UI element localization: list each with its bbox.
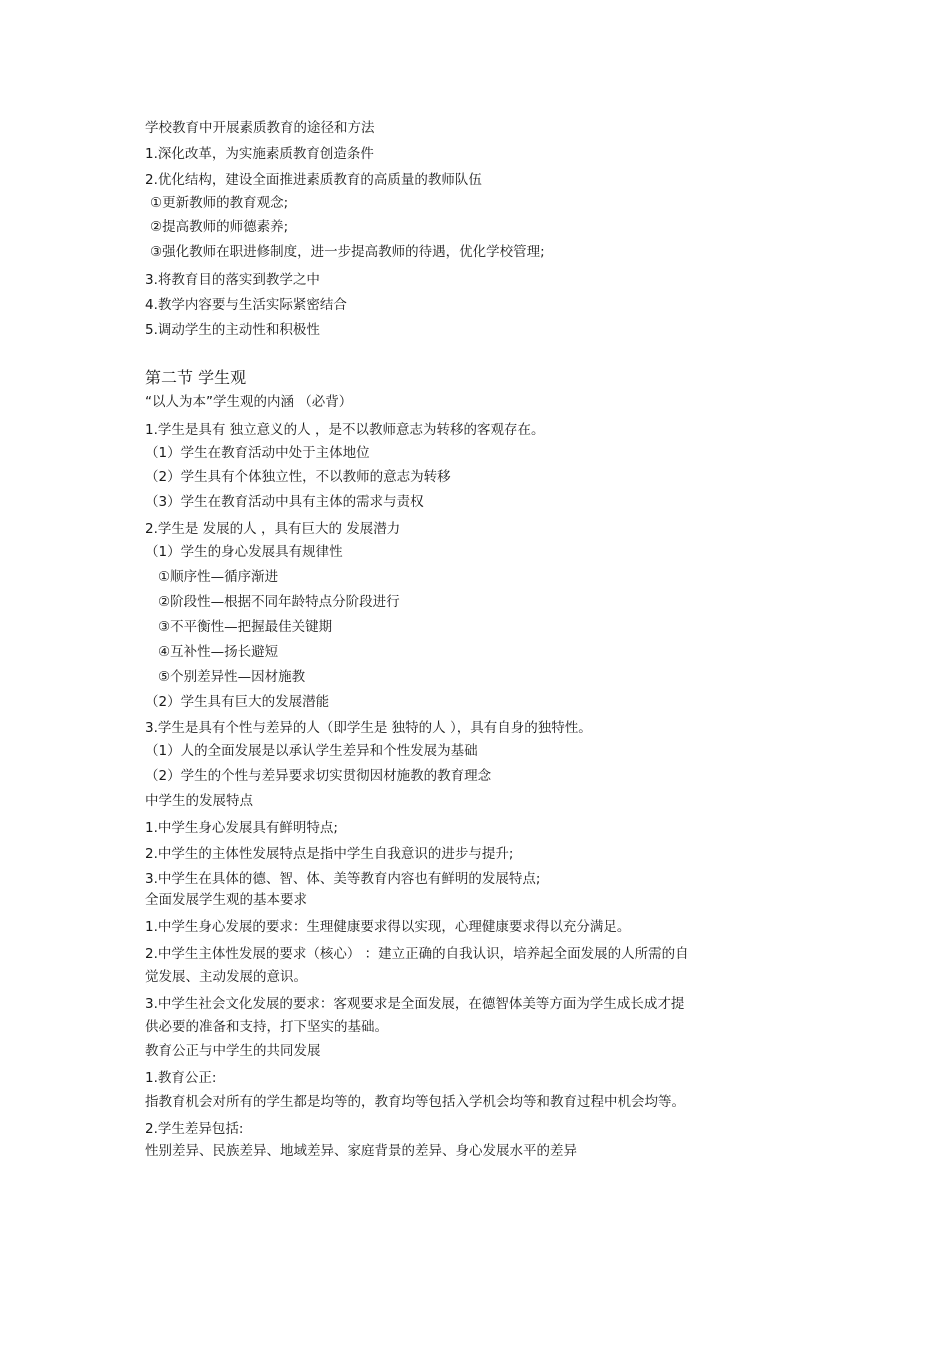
list-item: 2.学生是 发展的人 ，具有巨大的 发展潜力 [145, 521, 401, 537]
list-item: 5.调动学生的主动性和积极性 [145, 322, 320, 338]
list-item: 3.将教育目的落实到教学之中 [145, 272, 320, 288]
list-subitem: （1）学生在教育活动中处于主体地位 [145, 445, 370, 461]
paragraph: 指教育机会对所有的学生都是均等的，教育均等包括入学机会均等和教育过程中机会均等。 [145, 1094, 685, 1110]
list-subitem: （2）学生具有巨大的发展潜能 [145, 694, 330, 710]
section-title: 学校教育中开展素质教育的途径和方法 [145, 120, 375, 136]
paragraph: 性别差异、民族差异、地域差异、家庭背景的差异、身心发展水平的差异 [145, 1143, 577, 1159]
section-subtitle: “以人为本”学生观的内涵 （必背） [145, 394, 353, 410]
list-subitem: ②阶段性—根据不同年龄特点分阶段进行 [158, 594, 400, 610]
section-title: 全面发展学生观的基本要求 [145, 892, 307, 908]
list-subitem: ⑤个别差异性—因材施教 [158, 669, 306, 685]
list-subitem: （3）学生在教育活动中具有主体的需求与责权 [145, 494, 424, 510]
list-subitem: ②提高教师的师德素养; [150, 219, 289, 235]
list-item-continued: 供必要的准备和支持，打下坚实的基础。 [145, 1019, 388, 1035]
section-title: 中学生的发展特点 [145, 793, 253, 809]
list-subitem: （2）学生具有个体独立性，不以教师的意志为转移 [145, 469, 451, 485]
list-item-continued: 觉发展、主动发展的意识。 [145, 969, 307, 985]
list-item: 1.中学生身心发展的要求：生理健康要求得以实现，心理健康要求得以充分满足。 [145, 919, 631, 935]
list-item: 2.中学生主体性发展的要求（核心） ：建立正确的自我认识，培养起全面发展的人所需的自 [145, 946, 689, 962]
list-item: 2.中学生的主体性发展特点是指中学生自我意识的进步与提升; [145, 846, 514, 862]
list-subitem: ③强化教师在职进修制度，进一步提高教师的待遇，优化学校管理; [150, 244, 545, 260]
list-subitem: （2）学生的个性与差异要求切实贯彻因材施教的教育理念 [145, 768, 492, 784]
list-item: 1.中学生身心发展具有鲜明特点; [145, 820, 338, 836]
list-item: 4.教学内容要与生活实际紧密结合 [145, 297, 347, 313]
list-subitem: ①顺序性—循序渐进 [158, 569, 279, 585]
list-item: 1.学生是具有 独立意义的人 ，是不以教师意志为转移的客观存在。 [145, 422, 545, 438]
list-subitem: ④互补性—扬长避短 [158, 644, 279, 660]
section-heading: 第二节 学生观 [145, 368, 247, 387]
list-item: 2.学生差异包括: [145, 1121, 244, 1137]
list-subitem: （1）人的全面发展是以承认学生差异和个性发展为基础 [145, 743, 478, 759]
list-item: 2.优化结构，建设全面推进素质教育的高质量的教师队伍 [145, 172, 482, 188]
list-item: 3.学生是具有个性与差异的人（即学生是 独特的人 ），具有自身的独特性。 [145, 720, 592, 736]
list-item: 3.中学生在具体的德、智、体、美等教育内容也有鲜明的发展特点; [145, 871, 541, 887]
list-item: 1.教育公正: [145, 1070, 217, 1086]
section-title: 教育公正与中学生的共同发展 [145, 1043, 321, 1059]
list-subitem: ①更新教师的教育观念; [150, 195, 289, 211]
list-subitem: （1）学生的身心发展具有规律性 [145, 544, 343, 560]
list-item: 3.中学生社会文化发展的要求：客观要求是全面发展，在德智体美等方面为学生成长成才提 [145, 996, 685, 1012]
list-item: 1.深化改革，为实施素质教育创造条件 [145, 146, 374, 162]
list-subitem: ③不平衡性—把握最佳关键期 [158, 619, 333, 635]
